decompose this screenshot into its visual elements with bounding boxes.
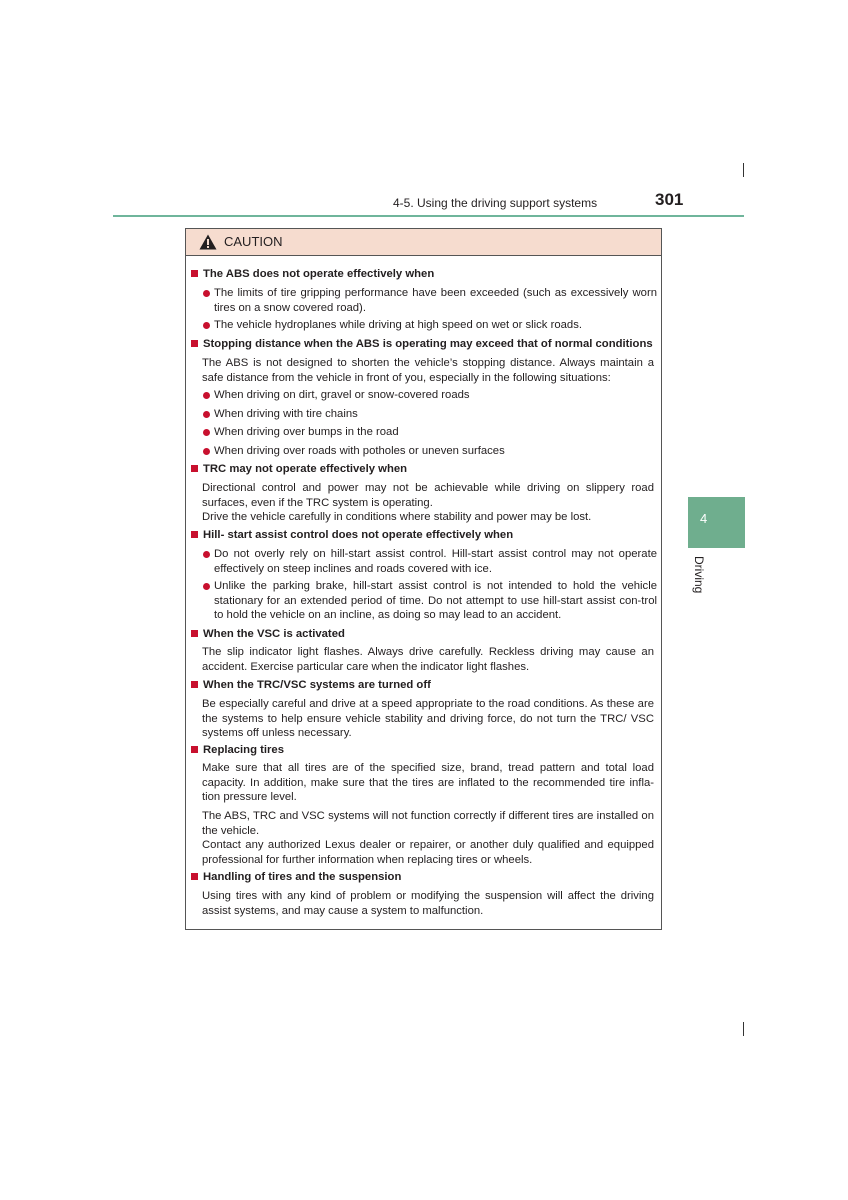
caution-header — [186, 229, 661, 256]
section-heading: The ABS does not operate effectively when — [191, 267, 434, 282]
caution-title: CAUTION — [224, 234, 283, 249]
chapter-tab — [688, 497, 745, 548]
section-text: The ABS is not designed to shorten the vehicle’s stopping distance. Always maintain a safe distance from the vehicle in front of you, especially in the following situations: — [202, 357, 654, 384]
warning-triangle-icon — [199, 234, 217, 250]
chapter-label: Driving — [692, 556, 706, 594]
bullet-item: Do not overly rely on hill-start assist control. Hill-start assist control may not operate effectively on steep inclines and roads covered with ice. — [202, 547, 657, 576]
chapter-number: 4 — [700, 511, 708, 526]
section-heading: TRC may not operate effectively when — [191, 462, 407, 477]
section-heading: Replacing tires — [191, 743, 284, 758]
bullet-item: When driving over bumps in the road — [202, 425, 657, 440]
header-section-title: 4-5. Using the driving support systems — [393, 196, 598, 210]
section-text: Contact any authorized Lexus dealer or repairer, or another duly qualified and equipped professional for further information when replacing tires or wheels. — [202, 839, 654, 866]
crop-mark-top — [743, 163, 744, 177]
section-heading: When the TRC/VSC systems are turned off — [191, 678, 431, 693]
bullet-item: The limits of tire gripping performance have been exceeded (such as excessively worn tires on a snow covered road). — [202, 286, 657, 315]
bullet-item: When driving over roads with potholes or uneven surfaces — [202, 444, 657, 459]
section-heading: Stopping distance when the ABS is operating may exceed that of normal conditions — [191, 337, 653, 352]
section-text: Directional control and power may not be achievable while driving on slippery road surfaces, even if the TRC system is operating. — [202, 482, 654, 509]
caution-box — [185, 228, 662, 930]
page-number: 301 — [655, 190, 684, 209]
header-rule — [113, 215, 744, 217]
bullet-item: When driving on dirt, gravel or snow-covered roads — [202, 388, 657, 403]
section-text: The ABS, TRC and VSC systems will not function correctly if different tires are installed on the vehicle. — [202, 810, 654, 837]
bullet-item: Unlike the parking brake, hill-start assist control is not intended to hold the vehicle stationary for an extended period of time. Do not attempt to use hill-start assist con-trol to hold the vehicle on an incline, as doing so may lead to an accident. — [202, 579, 657, 623]
section-heading: Hill- start assist control does not operate effectively when — [191, 528, 513, 543]
section-text: The slip indicator light flashes. Always drive carefully. Reckless driving may cause an accident. Exercise particular care when the indicator light flashes. — [202, 646, 654, 673]
section-text: Drive the vehicle carefully in conditions where stability and power may be lost. — [202, 511, 592, 523]
section-text: Using tires with any kind of problem or modifying the suspension will affect the driving assist systems, and may cause a system to malfunction. — [202, 890, 654, 917]
crop-mark-bottom — [743, 1022, 744, 1036]
section-text: Make sure that all tires are of the specified size, brand, tread pattern and total load capacity. In addition, make sure that the tires are inflated to the recommended tire infla-tion pressure level. — [202, 762, 654, 803]
section-heading: When the VSC is activated — [191, 627, 345, 642]
section-text: Be especially careful and drive at a speed appropriate to the road conditions. As these are the systems to help ensure vehicle stability and driving force, do not turn the TRC/ VSC systems off unless necessary. — [202, 698, 654, 739]
bullet-item: The vehicle hydroplanes while driving at high speed on wet or slick roads. — [202, 318, 657, 333]
bullet-item: When driving with tire chains — [202, 407, 657, 422]
section-heading: Handling of tires and the suspension — [191, 870, 401, 885]
